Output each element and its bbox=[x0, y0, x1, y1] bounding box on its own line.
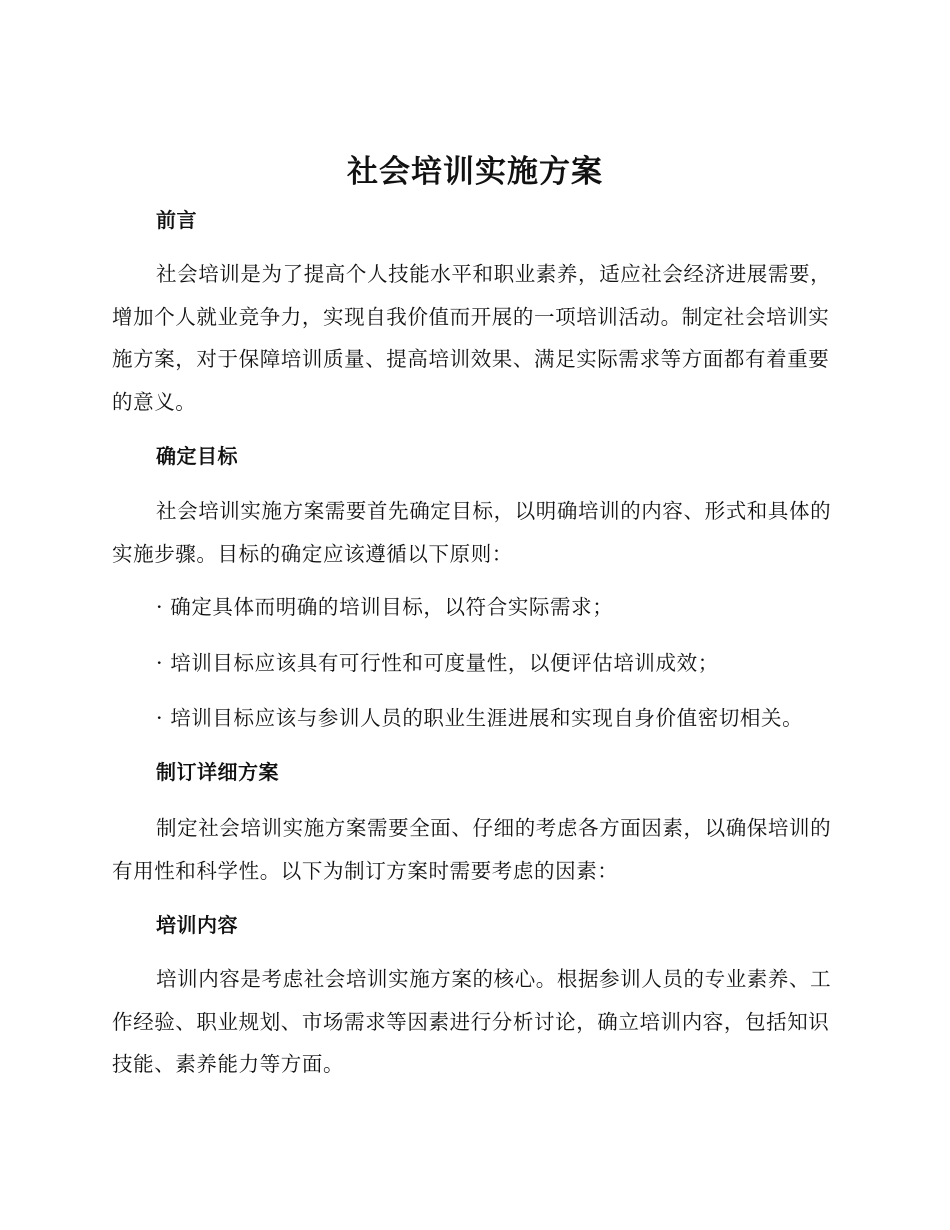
paragraph-plan: 制定社会培训实施方案需要全面、仔细的考虑各方面因素，以确保培训的有用性和科学性。以下为制订方案时需要考虑的因素： bbox=[112, 816, 832, 883]
section-heading-content: 培训内容 bbox=[156, 913, 238, 937]
document-title: 社会培训实施方案 bbox=[347, 154, 603, 190]
section-heading-plan: 制订详细方案 bbox=[156, 760, 279, 784]
paragraph-content: 培训内容是考虑社会培训实施方案的核心。根据参训人员的专业素养、工作经验、职业规划、市场需求等因素进行分析讨论，确立培训内容，包括知识技能、素养能力等方面。 bbox=[112, 967, 832, 1076]
bullet-item: · 培训目标应该具有可行性和可度量性，以便评估培训成效； bbox=[156, 651, 719, 675]
paragraph-goals: 社会培训实施方案需要首先确定目标，以明确培训的内容、形式和具体的实施步骤。目标的确定应该遵循以下原则： bbox=[112, 499, 832, 566]
bullet-item: · 培训目标应该与参训人员的职业生涯进展和实现自身价值密切相关。 bbox=[156, 706, 804, 730]
bullet-item: · 确定具体而明确的培训目标，以符合实际需求； bbox=[156, 595, 614, 619]
section-heading-goals: 确定目标 bbox=[156, 444, 238, 468]
section-heading-preface: 前言 bbox=[156, 208, 197, 232]
paragraph-preface: 社会培训是为了提高个人技能水平和职业素养，适应社会经济进展需要，增加个人就业竞争力，实现自我价值而开展的一项培训活动。制定社会培训实施方案，对于保障培训质量、提高培训效果、满足实际需求等方面都有着重要的意义。 bbox=[112, 262, 832, 414]
